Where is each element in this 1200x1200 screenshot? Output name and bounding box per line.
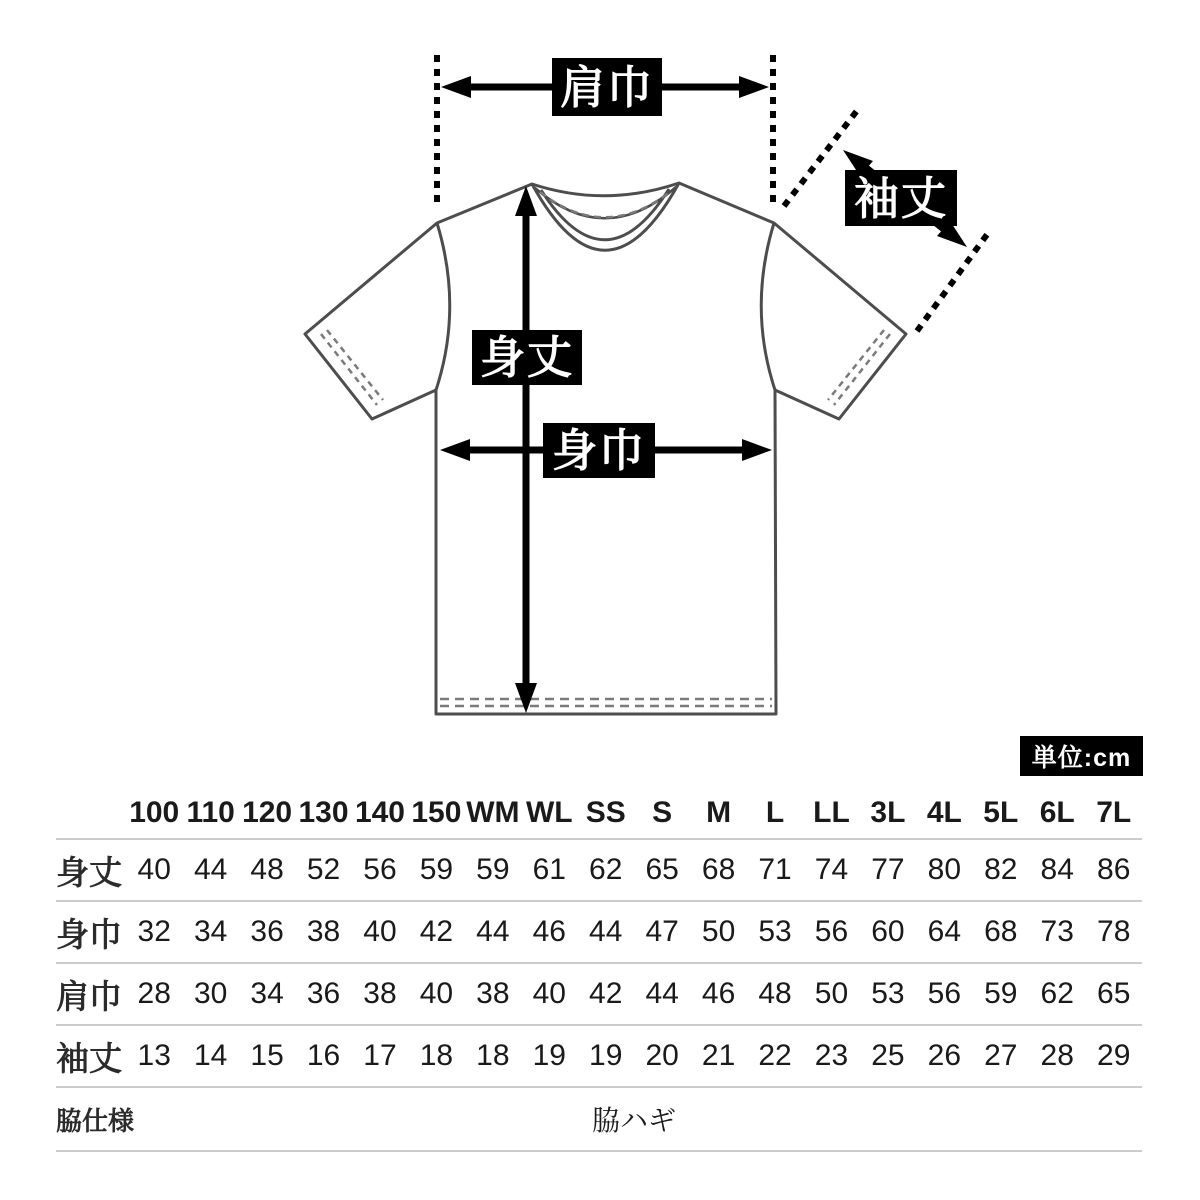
size-header-3L: 3L bbox=[860, 788, 916, 839]
size-value-cell: 56 bbox=[352, 839, 408, 901]
size-header-4L: 4L bbox=[916, 788, 972, 839]
size-value-cell: 42 bbox=[408, 901, 464, 963]
size-value-cell: 26 bbox=[916, 1025, 972, 1087]
size-value-cell: 48 bbox=[239, 839, 295, 901]
size-value-cell: 42 bbox=[578, 963, 634, 1025]
size-value-cell: 19 bbox=[521, 1025, 577, 1087]
size-header-150: 150 bbox=[408, 788, 464, 839]
size-value-cell: 28 bbox=[126, 963, 182, 1025]
size-header-120: 120 bbox=[239, 788, 295, 839]
size-value-cell: 68 bbox=[690, 839, 746, 901]
size-header-L: L bbox=[747, 788, 803, 839]
size-value-cell: 80 bbox=[916, 839, 972, 901]
size-value-cell: 17 bbox=[352, 1025, 408, 1087]
size-value-cell: 62 bbox=[578, 839, 634, 901]
size-value-cell: 13 bbox=[126, 1025, 182, 1087]
size-header-5L: 5L bbox=[973, 788, 1029, 839]
spec-row bbox=[56, 1087, 1142, 1151]
size-header-130: 130 bbox=[295, 788, 351, 839]
size-value-cell: 40 bbox=[521, 963, 577, 1025]
table-row bbox=[56, 1025, 1142, 1087]
size-value-cell: 28 bbox=[1029, 1025, 1085, 1087]
size-value-cell: 59 bbox=[408, 839, 464, 901]
size-value-cell: 64 bbox=[916, 901, 972, 963]
shoulder-arrowhead-right bbox=[739, 76, 769, 98]
size-value-cell: 68 bbox=[973, 901, 1029, 963]
size-value-cell: 34 bbox=[239, 963, 295, 1025]
size-value-cell: 46 bbox=[690, 963, 746, 1025]
size-table bbox=[56, 788, 1142, 1152]
table-row bbox=[56, 901, 1142, 963]
size-value-cell: 40 bbox=[408, 963, 464, 1025]
size-value-cell: 36 bbox=[239, 901, 295, 963]
body-width-label: 身巾 bbox=[543, 423, 655, 478]
size-value-cell: 56 bbox=[916, 963, 972, 1025]
size-value-cell: 44 bbox=[182, 839, 238, 901]
size-header-LL: LL bbox=[803, 788, 859, 839]
size-value-cell: 40 bbox=[352, 901, 408, 963]
size-value-cell: 53 bbox=[747, 901, 803, 963]
size-value-cell: 50 bbox=[690, 901, 746, 963]
size-value-cell: 78 bbox=[1085, 901, 1142, 963]
size-value-cell: 82 bbox=[973, 839, 1029, 901]
size-value-cell: 59 bbox=[465, 839, 521, 901]
row-label: 身丈 bbox=[56, 839, 126, 901]
size-value-cell: 14 bbox=[182, 1025, 238, 1087]
size-value-cell: 71 bbox=[747, 839, 803, 901]
size-header-WM: WM bbox=[465, 788, 521, 839]
size-value-cell: 18 bbox=[465, 1025, 521, 1087]
size-value-cell: 34 bbox=[182, 901, 238, 963]
size-value-cell: 47 bbox=[634, 901, 690, 963]
size-header-7L: 7L bbox=[1085, 788, 1142, 839]
sleeve-extent-line-lower bbox=[917, 229, 991, 331]
size-value-cell: 86 bbox=[1085, 839, 1142, 901]
size-value-cell: 77 bbox=[860, 839, 916, 901]
table-row bbox=[56, 963, 1142, 1025]
size-value-cell: 60 bbox=[860, 901, 916, 963]
size-value-cell: 36 bbox=[295, 963, 351, 1025]
size-value-cell: 16 bbox=[295, 1025, 351, 1087]
size-value-cell: 15 bbox=[239, 1025, 295, 1087]
size-value-cell: 44 bbox=[578, 901, 634, 963]
size-header-S: S bbox=[634, 788, 690, 839]
row-label: 肩巾 bbox=[56, 963, 126, 1025]
size-value-cell: 29 bbox=[1085, 1025, 1142, 1087]
size-header-140: 140 bbox=[352, 788, 408, 839]
size-header-row bbox=[56, 788, 1142, 839]
size-header-M: M bbox=[690, 788, 746, 839]
size-value-cell: 62 bbox=[1029, 963, 1085, 1025]
size-value-cell: 32 bbox=[126, 901, 182, 963]
size-value-cell: 20 bbox=[634, 1025, 690, 1087]
body-length-label: 身丈 bbox=[472, 330, 582, 385]
size-value-cell: 48 bbox=[747, 963, 803, 1025]
size-header-WL: WL bbox=[521, 788, 577, 839]
size-value-cell: 25 bbox=[860, 1025, 916, 1087]
size-value-cell: 38 bbox=[295, 901, 351, 963]
spec-row-label: 脇仕様 bbox=[56, 1087, 126, 1151]
size-value-cell: 74 bbox=[803, 839, 859, 901]
size-value-cell: 38 bbox=[465, 963, 521, 1025]
size-value-cell: 52 bbox=[295, 839, 351, 901]
size-value-cell: 44 bbox=[465, 901, 521, 963]
size-header-6L: 6L bbox=[1029, 788, 1085, 839]
size-value-cell: 65 bbox=[1085, 963, 1142, 1025]
size-value-cell: 46 bbox=[521, 901, 577, 963]
shoulder-arrowhead-left bbox=[441, 76, 471, 98]
size-value-cell: 40 bbox=[126, 839, 182, 901]
header-spacer bbox=[56, 788, 126, 839]
size-value-cell: 73 bbox=[1029, 901, 1085, 963]
size-value-cell: 23 bbox=[803, 1025, 859, 1087]
size-header-100: 100 bbox=[126, 788, 182, 839]
size-value-cell: 56 bbox=[803, 901, 859, 963]
table-row bbox=[56, 839, 1142, 901]
size-header-SS: SS bbox=[578, 788, 634, 839]
size-value-cell: 22 bbox=[747, 1025, 803, 1087]
size-value-cell: 44 bbox=[634, 963, 690, 1025]
size-value-cell: 21 bbox=[690, 1025, 746, 1087]
size-value-cell: 30 bbox=[182, 963, 238, 1025]
size-value-cell: 38 bbox=[352, 963, 408, 1025]
size-header-110: 110 bbox=[182, 788, 238, 839]
spec-row-value: 脇ハギ bbox=[126, 1087, 1142, 1151]
unit-badge: 単位:cm bbox=[1020, 736, 1143, 776]
size-value-cell: 27 bbox=[973, 1025, 1029, 1087]
row-label: 身巾 bbox=[56, 901, 126, 963]
size-value-cell: 18 bbox=[408, 1025, 464, 1087]
size-value-cell: 59 bbox=[973, 963, 1029, 1025]
size-value-cell: 61 bbox=[521, 839, 577, 901]
row-label: 袖丈 bbox=[56, 1025, 126, 1087]
shoulder-width-label: 肩巾 bbox=[552, 58, 662, 116]
size-value-cell: 84 bbox=[1029, 839, 1085, 901]
size-value-cell: 50 bbox=[803, 963, 859, 1025]
size-value-cell: 53 bbox=[860, 963, 916, 1025]
size-value-cell: 65 bbox=[634, 839, 690, 901]
sleeve-length-label: 袖丈 bbox=[845, 170, 957, 226]
size-value-cell: 19 bbox=[578, 1025, 634, 1087]
